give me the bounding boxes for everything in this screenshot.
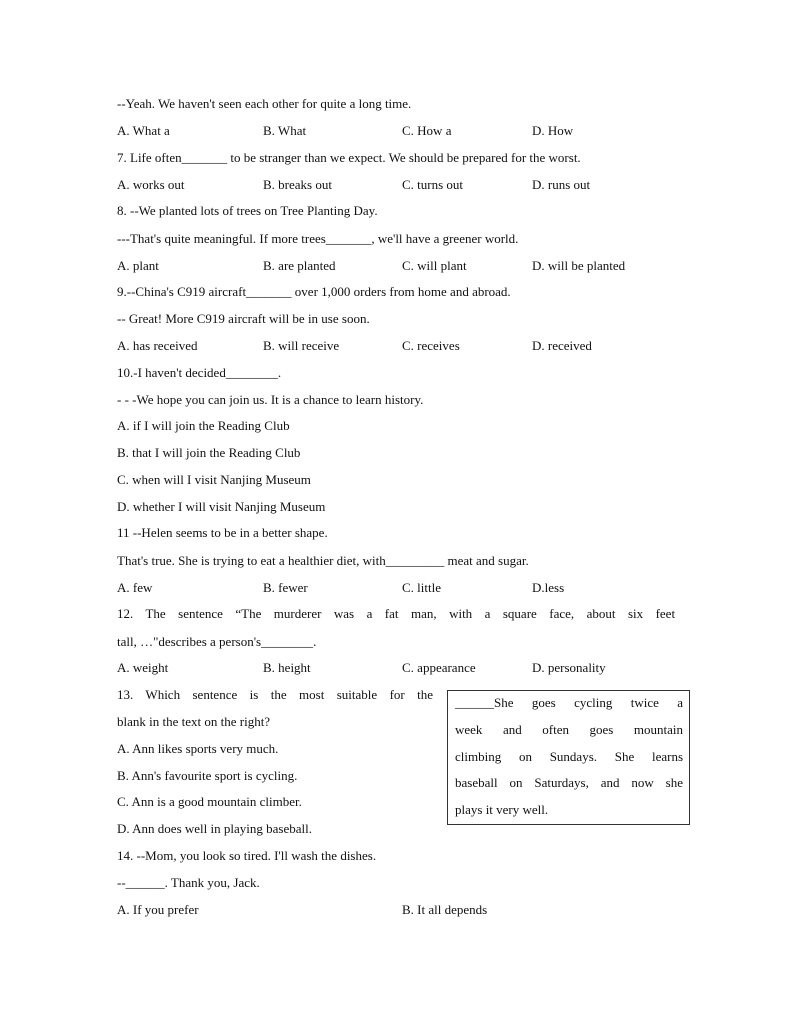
word: six bbox=[627, 606, 644, 621]
question-8: 8. --We planted lots of trees on Tree Planting Day. bbox=[117, 203, 378, 218]
option-d: D. will be planted bbox=[532, 258, 626, 273]
word: sentence bbox=[178, 606, 223, 621]
question-8-reply: ---That's quite meaningful. If more trees_______, we'll have a greener world. bbox=[117, 231, 519, 246]
word: Which bbox=[145, 687, 181, 702]
word: fat bbox=[384, 606, 399, 621]
question-13-continued: blank in the text on the right? bbox=[117, 714, 271, 729]
option-d: D. whether I will visit Nanjing Museum bbox=[117, 499, 326, 514]
word: goes bbox=[531, 695, 556, 710]
word: ______She bbox=[455, 695, 514, 710]
option-b: B. that I will join the Reading Club bbox=[117, 445, 301, 460]
word: and bbox=[600, 775, 620, 790]
word: twice bbox=[630, 695, 659, 710]
word: a bbox=[484, 606, 491, 621]
option-d: D. personality bbox=[532, 660, 606, 675]
question-9-reply: -- Great! More C919 aircraft will be in use soon. bbox=[117, 311, 370, 326]
question-9: 9.--China's C919 aircraft_______ over 1,000 orders from home and abroad. bbox=[117, 284, 511, 299]
passage-line: plays it very well. bbox=[455, 802, 549, 817]
option-b: B. will receive bbox=[263, 338, 340, 353]
option-a: A. weight bbox=[117, 660, 169, 675]
option-a: A. plant bbox=[117, 258, 159, 273]
word: face, bbox=[549, 606, 575, 621]
option-a: A. has received bbox=[117, 338, 198, 353]
word: on bbox=[518, 749, 532, 764]
question-12-continued: tall, …"describes a person's________. bbox=[117, 634, 317, 649]
option-d: D. runs out bbox=[532, 177, 591, 192]
word: about bbox=[586, 606, 616, 621]
question-7: 7. Life often_______ to be stranger than we expect. We should be prepared for the worst. bbox=[117, 150, 581, 165]
option-a: A. Ann likes sports very much. bbox=[117, 741, 279, 756]
word: baseball bbox=[455, 775, 498, 790]
option-d: D. received bbox=[532, 338, 592, 353]
word: the bbox=[417, 687, 434, 702]
word: climbing bbox=[455, 749, 502, 764]
question-10-reply: - - -We hope you can join us. It is a chance to learn history. bbox=[117, 392, 424, 407]
question-14: 14. --Mom, you look so tired. I'll wash the dishes. bbox=[117, 848, 377, 863]
word: most bbox=[299, 687, 325, 702]
option-a: A. if I will join the Reading Club bbox=[117, 418, 290, 433]
question-13 bbox=[117, 687, 433, 703]
option-c: C. will plant bbox=[402, 258, 467, 273]
passage-box bbox=[447, 690, 690, 825]
passage-line bbox=[455, 749, 683, 765]
option-b: B. It all depends bbox=[402, 902, 488, 917]
word: goes bbox=[589, 722, 614, 737]
word: was bbox=[333, 606, 355, 621]
option-a: A. If you prefer bbox=[117, 902, 199, 917]
dialogue-line: --Yeah. We haven't seen each other for quite a long time. bbox=[117, 96, 412, 111]
word: murderer bbox=[273, 606, 322, 621]
word: man, bbox=[410, 606, 437, 621]
word: for bbox=[389, 687, 405, 702]
option-a: A. works out bbox=[117, 177, 185, 192]
word: suitable bbox=[336, 687, 378, 702]
word: cycling bbox=[574, 695, 613, 710]
word: she bbox=[665, 775, 684, 790]
option-b: B. are planted bbox=[263, 258, 336, 273]
option-c: C. appearance bbox=[402, 660, 476, 675]
question-12 bbox=[117, 606, 675, 622]
option-b: B. height bbox=[263, 660, 311, 675]
word: Sundays. bbox=[549, 749, 597, 764]
question-10: 10.-I haven't decided________. bbox=[117, 365, 282, 380]
option-b: B. What bbox=[263, 123, 307, 138]
option-c: C. turns out bbox=[402, 177, 464, 192]
passage-line bbox=[455, 775, 683, 791]
passage-line bbox=[455, 695, 683, 711]
word: 13. bbox=[117, 687, 134, 702]
question-11-reply: That's true. She is trying to eat a healthier diet, with_________ meat and sugar. bbox=[117, 553, 529, 568]
word: She bbox=[614, 749, 635, 764]
word: The bbox=[145, 606, 166, 621]
word: often bbox=[542, 722, 569, 737]
word: mountain bbox=[633, 722, 684, 737]
option-c: C. Ann is a good mountain climber. bbox=[117, 794, 302, 809]
option-c: C. when will I visit Nanjing Museum bbox=[117, 472, 311, 487]
word: week bbox=[455, 722, 483, 737]
question-11: 11 --Helen seems to be in a better shape. bbox=[117, 525, 328, 540]
word: a bbox=[366, 606, 373, 621]
word: feet bbox=[655, 606, 676, 621]
question-14-reply: --______. Thank you, Jack. bbox=[117, 875, 260, 890]
word: the bbox=[270, 687, 287, 702]
word: 12. bbox=[117, 606, 134, 621]
word: now bbox=[631, 775, 654, 790]
word: sentence bbox=[192, 687, 238, 702]
option-c: C. little bbox=[402, 580, 441, 595]
word: is bbox=[249, 687, 259, 702]
option-b: B. fewer bbox=[263, 580, 308, 595]
word: a bbox=[677, 695, 684, 710]
word: Saturdays, bbox=[534, 775, 589, 790]
word: with bbox=[449, 606, 473, 621]
word: on bbox=[509, 775, 523, 790]
option-d: D. How bbox=[532, 123, 574, 138]
option-d: D.less bbox=[532, 580, 565, 595]
word: square bbox=[502, 606, 537, 621]
option-a: A. few bbox=[117, 580, 153, 595]
option-c: C. How a bbox=[402, 123, 452, 138]
passage-line bbox=[455, 722, 683, 738]
option-b: B. breaks out bbox=[263, 177, 332, 192]
option-d: D. Ann does well in playing baseball. bbox=[117, 821, 312, 836]
word: learns bbox=[651, 749, 684, 764]
option-c: C. receives bbox=[402, 338, 460, 353]
option-a: A. What a bbox=[117, 123, 170, 138]
word: “The bbox=[235, 606, 262, 621]
option-b: B. Ann's favourite sport is cycling. bbox=[117, 768, 298, 783]
word: and bbox=[502, 722, 522, 737]
